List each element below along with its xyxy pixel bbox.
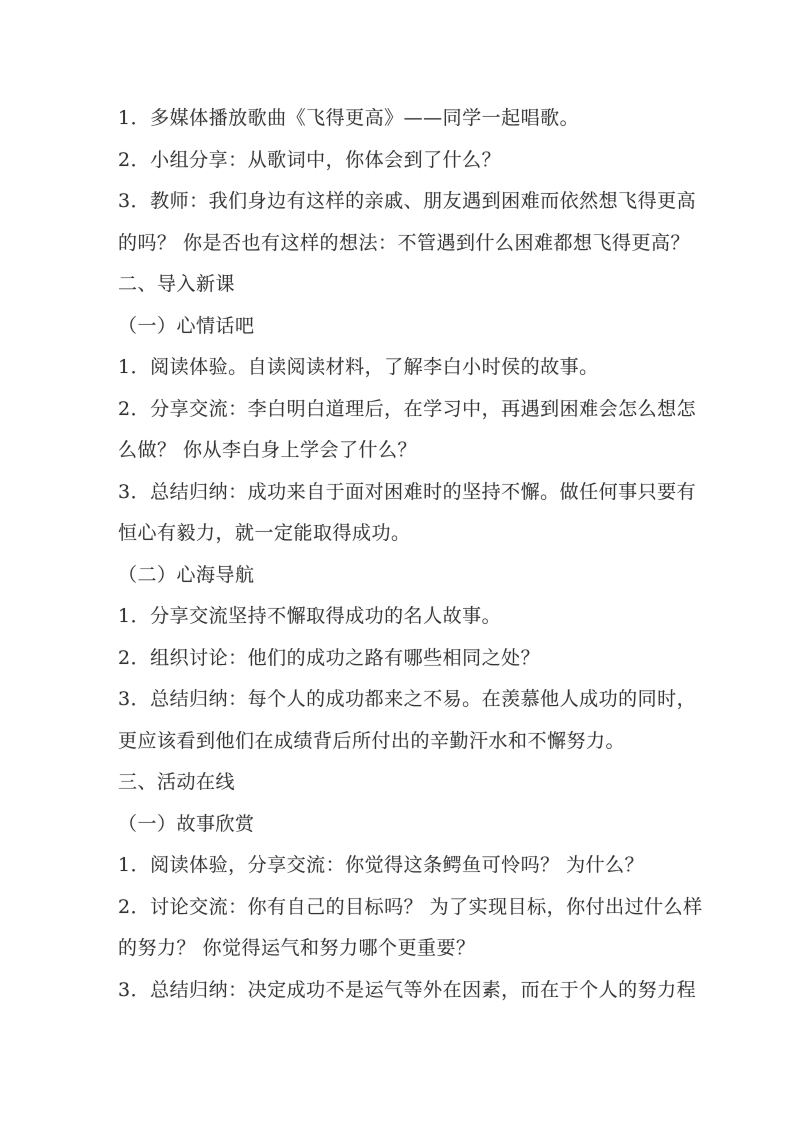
doc-line: 1．多媒体播放歌曲《飞得更高》——同学一起唱歌。 (118, 107, 580, 129)
doc-line: 3．教师：我们身边有这样的亲戚、朋友遇到困难而依然想飞得更高 (118, 190, 697, 212)
doc-line: 1．分享交流坚持不懈取得成功的名人故事。 (118, 605, 502, 627)
doc-line: 2．组织讨论：他们的成功之路有哪些相同之处？ (118, 646, 541, 669)
doc-line: 3．总结归纳：成功来自于面对困难时的坚持不懈。做任何事只要有 (118, 480, 697, 503)
doc-subsection-heading: （一）故事欣赏 (118, 812, 255, 835)
doc-line: 2．分享交流：李白明白道理后，在学习中，再遇到困难会怎么想怎 (118, 397, 697, 420)
doc-line: 3．总结归纳：每个人的成功都来之不易。在羡慕他人成功的同时， (118, 688, 697, 710)
doc-line: 2．讨论交流：你有自己的目标吗？ 为了实现目标，你付出过什么样 (118, 895, 703, 918)
doc-line: 1．阅读体验，分享交流：你觉得这条鳄鱼可怜吗？ 为什么？ (118, 854, 645, 876)
doc-subsection-heading: （一）心情话吧 (118, 314, 255, 337)
doc-line: 么做？ 你从李白身上学会了什么？ (118, 439, 418, 461)
doc-line: 1．阅读体验。自读阅读材料，了解李白小时侯的故事。 (118, 356, 599, 378)
doc-line: 更应该看到他们在成绩背后所付出的辛勤汗水和不懈努力。 (118, 729, 626, 752)
doc-section-heading: 二、导入新课 (118, 273, 236, 295)
doc-line: 的吗？ 你是否也有这样的想法：不管遇到什么困难都想飞得更高？ (118, 231, 691, 254)
doc-line: 2．小组分享：从歌词中，你体会到了什么？ (118, 148, 502, 171)
doc-section-heading: 三、活动在线 (118, 771, 236, 793)
doc-line: 恒心有毅力，就一定能取得成功。 (118, 522, 411, 544)
doc-line: 的努力？ 你觉得运气和努力哪个更重要？ (118, 937, 476, 959)
doc-subsection-heading: （二）心海导航 (118, 563, 255, 586)
doc-line: 3．总结归纳：决定成功不是运气等外在因素，而在于个人的努力程 (118, 978, 697, 1001)
